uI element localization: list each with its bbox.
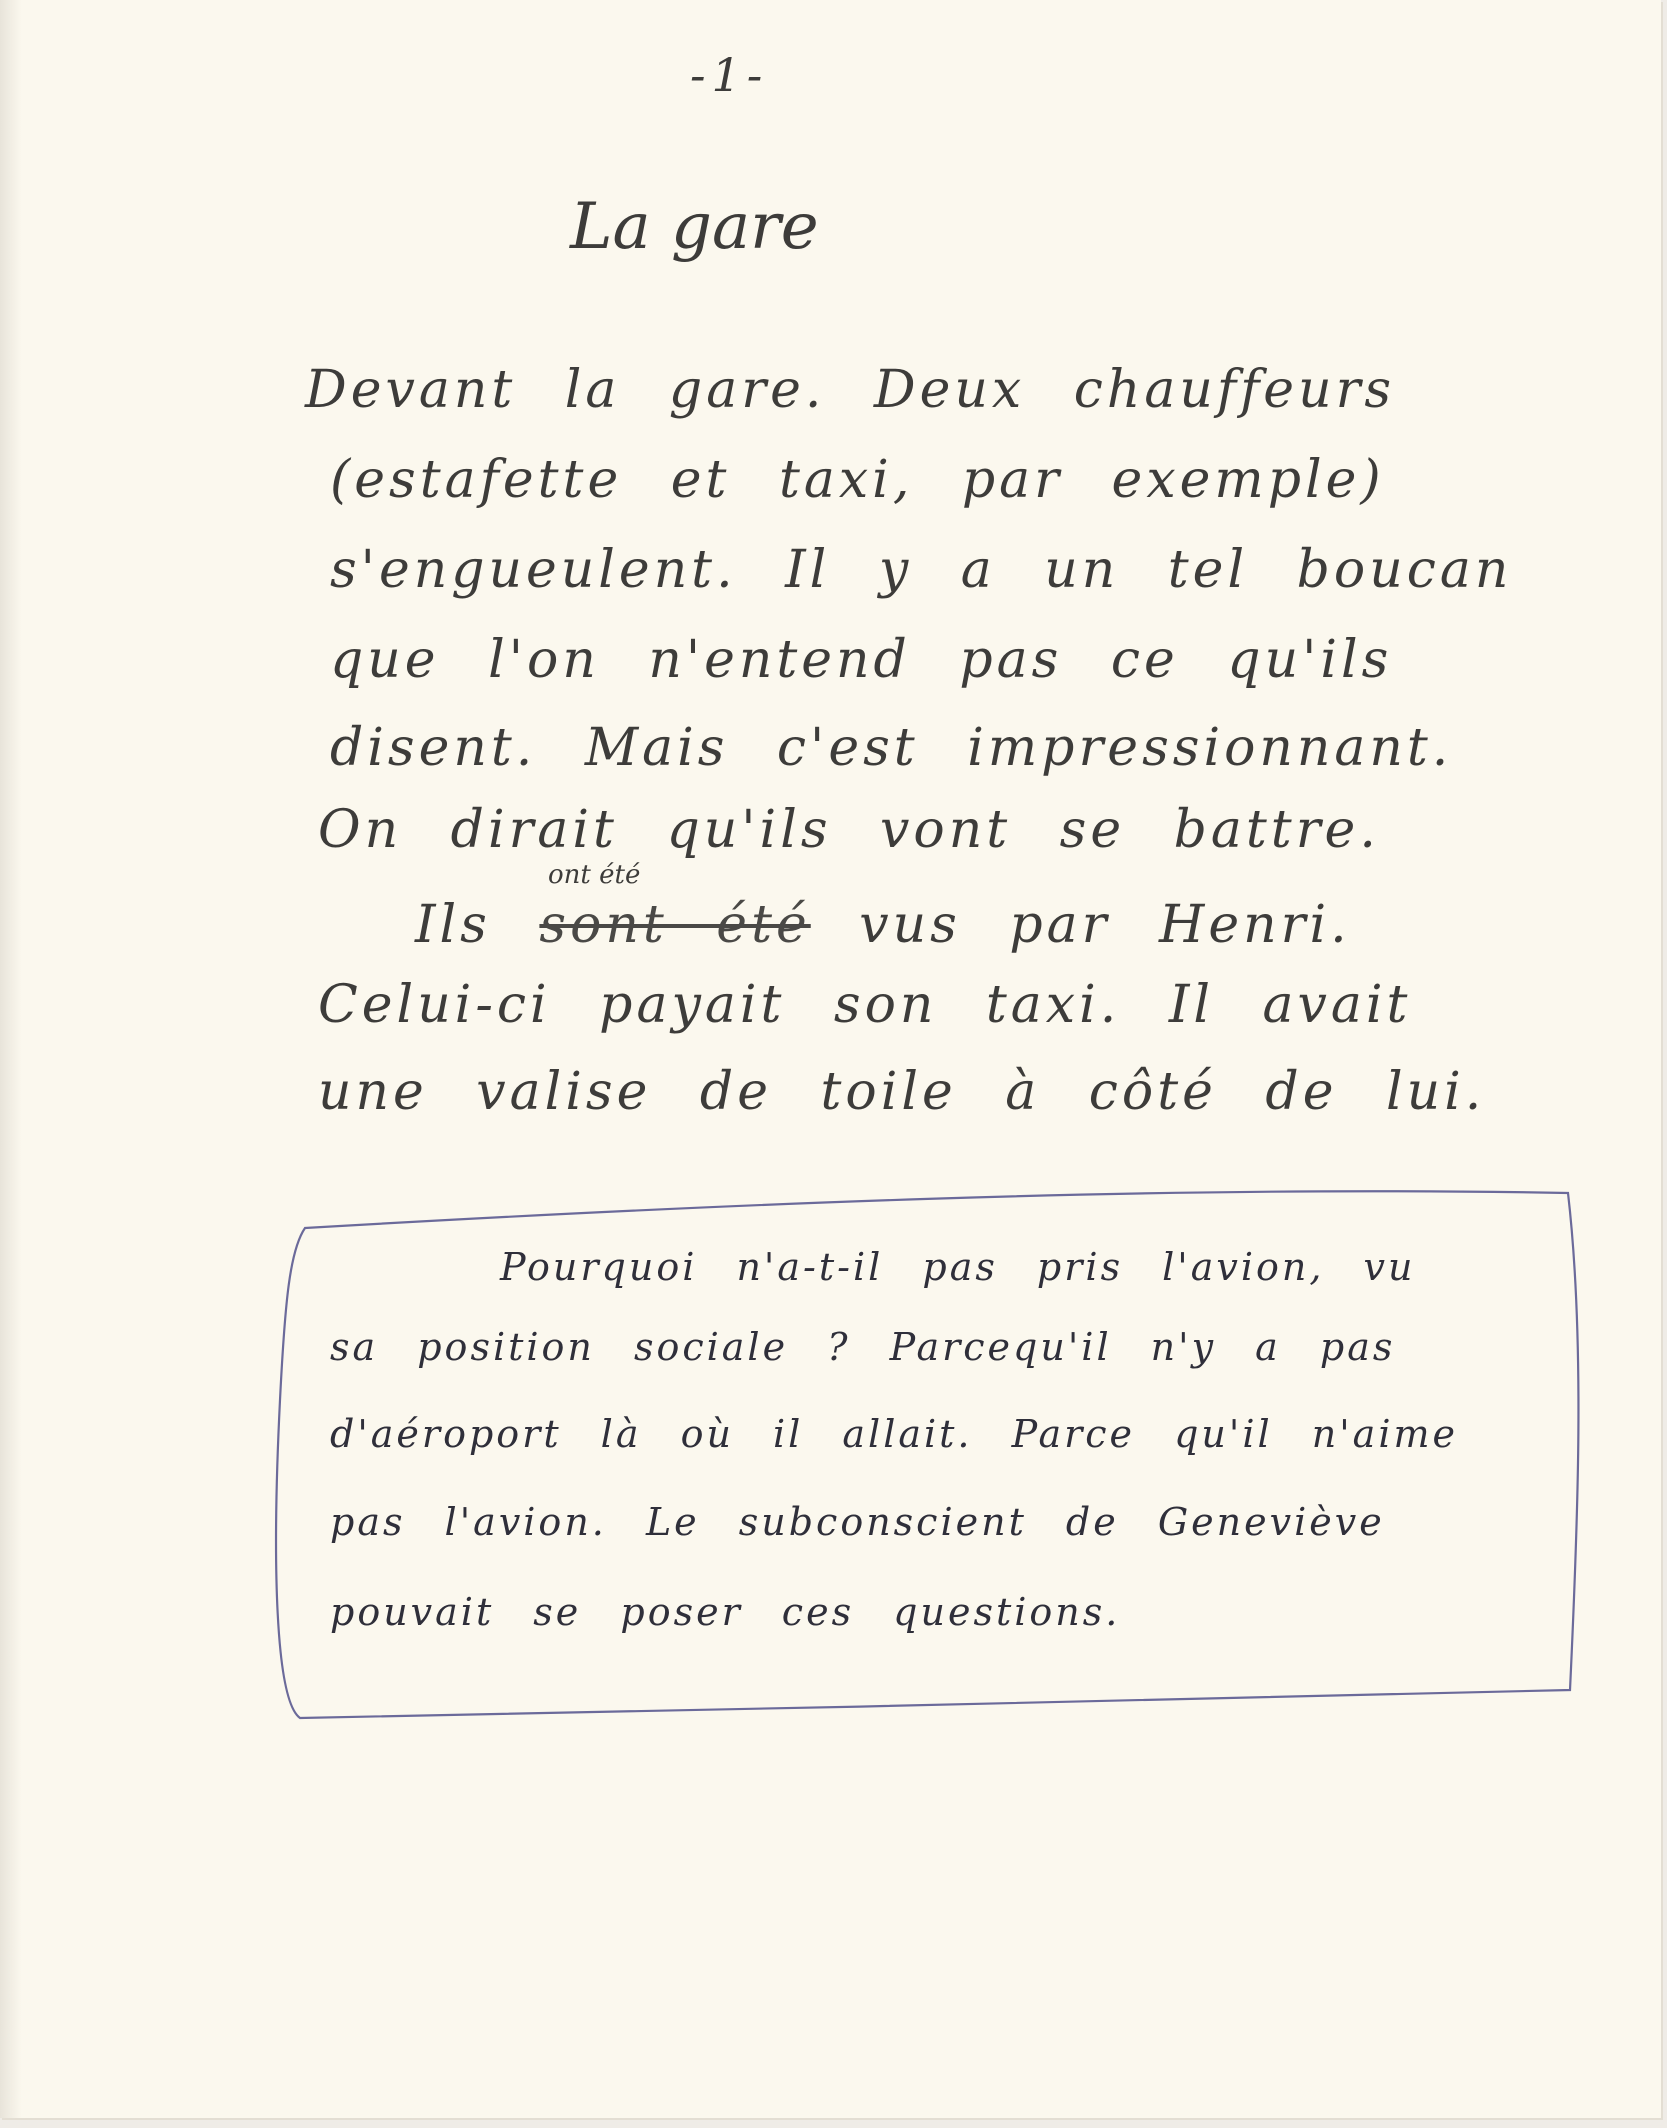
paragraph-line: que l'on n'entend pas ce qu'ils [330,630,1393,690]
note-line: sa position sociale ? Parcequ'il n'y a pas [330,1325,1396,1369]
paragraph-line: disent. Mais c'est impressionnant. [330,718,1453,778]
paragraph-line: Devant la gare. Deux chauffeurs [305,360,1396,420]
page-number: -1- [690,48,769,102]
note-line: pouvait se poser ces questions. [330,1590,1121,1634]
correction-suffix: vus par Henri. [859,895,1351,955]
struck-text: sont été [539,895,811,955]
paragraph-line: Celui-ci payait son taxi. Il avait [318,975,1412,1035]
correction-prefix: Ils [415,895,491,955]
note-line: pas l'avion. Le subconscient de Geneviève [330,1500,1385,1544]
paragraph-line: On dirait qu'ils vont se battre. [318,800,1380,860]
note-line: Pourquoi n'a-t-il pas pris l'avion, vu [500,1245,1416,1289]
page-title: La gare [570,190,819,264]
paragraph-line: s'engueulent. Il y a un tel boucan [330,540,1513,600]
paragraph-line: une valise de toile à côté de lui. [318,1062,1486,1122]
note-line: d'aéroport là où il allait. Parce qu'il n'aime [330,1412,1458,1456]
paragraph-line: (estafette et taxi, par exemple) [330,450,1385,510]
inserted-correction: ont été [548,860,641,890]
